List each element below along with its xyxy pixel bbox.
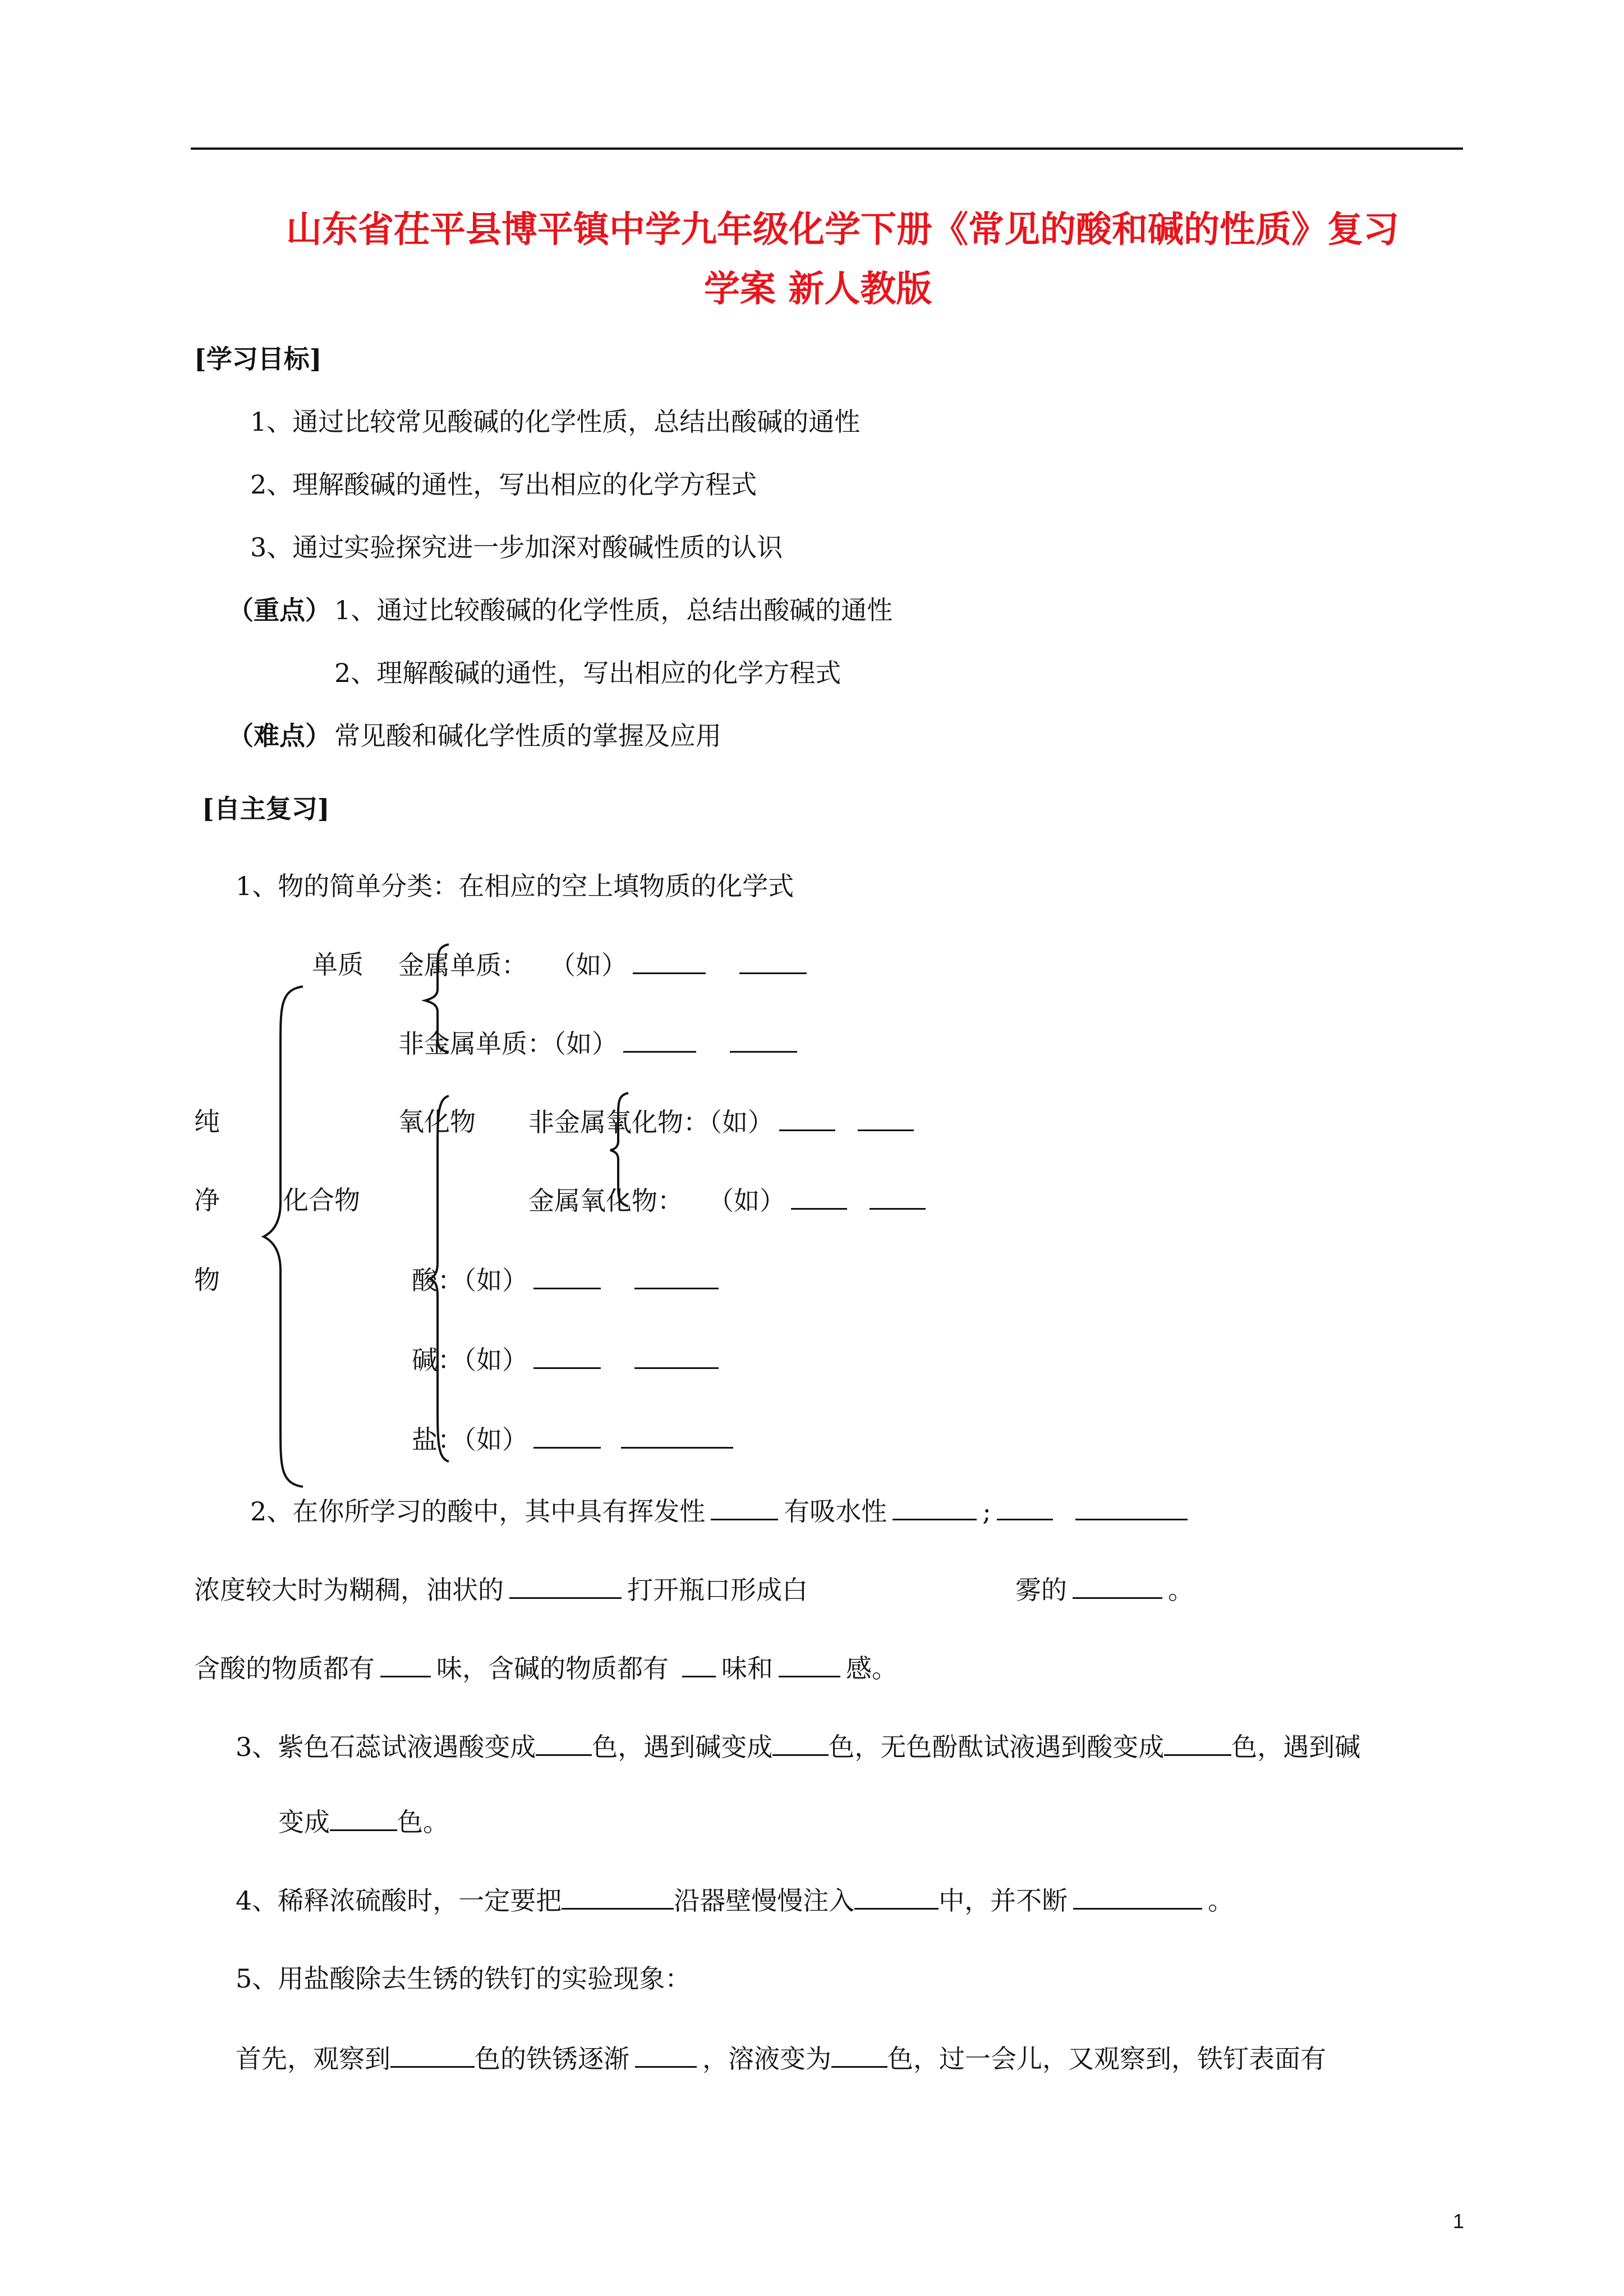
answer-blank[interactable] bbox=[772, 1730, 829, 1756]
header-rule bbox=[191, 147, 1463, 150]
question-1: 1、物的简单分类：在相应的空上填物质的化学式 bbox=[236, 871, 794, 901]
question-3-line2 bbox=[278, 1805, 449, 1839]
tree-metal-oxide-label: 金属氧化物： bbox=[528, 1186, 683, 1216]
brace-compound bbox=[426, 1094, 454, 1464]
answer-blank[interactable] bbox=[330, 1805, 397, 1831]
answer-blank[interactable] bbox=[533, 1343, 601, 1369]
brace-simple bbox=[421, 942, 454, 1054]
tree-root-char: 纯 bbox=[194, 1106, 220, 1137]
answer-blank[interactable] bbox=[509, 1573, 622, 1599]
question-2-line3 bbox=[194, 1651, 898, 1685]
answer-blank[interactable] bbox=[1075, 1494, 1188, 1520]
tree-simple: 单质 bbox=[312, 949, 364, 980]
page-number: 1 bbox=[1453, 2210, 1465, 2233]
answer-blank[interactable] bbox=[635, 2041, 697, 2068]
q5-text: 色的铁锈逐渐 bbox=[475, 2044, 629, 2074]
key-item: 2、理解酸碱的通性，写出相应的化学方程式 bbox=[334, 658, 841, 688]
q2-text: 有吸水性 bbox=[784, 1496, 887, 1527]
goals-heading: [学习目标] bbox=[194, 344, 322, 374]
answer-blank[interactable] bbox=[533, 1263, 601, 1289]
tree-metal-simple-label: 金属单质： bbox=[398, 950, 527, 980]
answer-blank[interactable] bbox=[779, 1651, 840, 1677]
tree-metal-oxide bbox=[528, 1183, 931, 1218]
eg-label: （如） bbox=[463, 1265, 528, 1295]
q3-text: 变成 bbox=[278, 1807, 330, 1837]
answer-blank[interactable] bbox=[623, 1026, 696, 1053]
q2-text: ; bbox=[982, 1496, 991, 1527]
eg-label: （如） bbox=[550, 950, 627, 980]
question-2-line1 bbox=[250, 1494, 1193, 1528]
answer-blank[interactable] bbox=[380, 1651, 431, 1677]
q2-text: 。 bbox=[1168, 1575, 1194, 1605]
q5-text: 色，过一会儿，又观察到，铁钉表面有 bbox=[887, 2044, 1326, 2074]
answer-blank[interactable] bbox=[682, 1651, 716, 1677]
answer-blank[interactable] bbox=[854, 1883, 938, 1910]
answer-blank[interactable] bbox=[1073, 1573, 1162, 1599]
question-3-line1 bbox=[236, 1730, 1360, 1764]
answer-blank[interactable] bbox=[831, 2041, 887, 2068]
goal-item: 1、通过比较常见酸碱的化学性质，总结出酸碱的通性 bbox=[250, 407, 861, 437]
q4-text: 。 bbox=[1208, 1885, 1234, 1916]
question-5-line bbox=[236, 2041, 1326, 2076]
tree-compound: 化合物 bbox=[283, 1185, 360, 1215]
tree-oxide: 氧化物 bbox=[398, 1106, 476, 1137]
answer-blank[interactable] bbox=[533, 1422, 601, 1449]
tree-salt-label: 盐： bbox=[412, 1424, 463, 1455]
tree-root-char: 物 bbox=[194, 1265, 220, 1295]
q3-text: 色，无色酚酞试液遇到酸变成 bbox=[829, 1732, 1165, 1762]
answer-blank[interactable] bbox=[633, 948, 706, 974]
q2-text: 感。 bbox=[846, 1653, 898, 1684]
q4-text: 中，并不断 bbox=[938, 1885, 1068, 1916]
tree-nonmetal-oxide bbox=[528, 1105, 919, 1139]
q4-text: 沿器壁慢慢注入 bbox=[674, 1885, 855, 1916]
difficult-text: 常见酸和碱化学性质的掌握及应用 bbox=[334, 721, 721, 751]
tree-nonmetal-oxide-label: 非金属氧化物： bbox=[528, 1107, 709, 1137]
q3-text: 色。 bbox=[397, 1807, 449, 1837]
eg-label: （如） bbox=[463, 1345, 528, 1375]
answer-blank[interactable] bbox=[634, 1343, 719, 1369]
key-item: 1、通过比较酸碱的化学性质，总结出酸碱的通性 bbox=[334, 595, 893, 625]
q2-text: 2、在你所学习的酸中，其中具有挥发性 bbox=[250, 1496, 706, 1527]
question-2-line2 bbox=[194, 1573, 1194, 1607]
goal-item: 3、通过实验探究进一步加深对酸碱性质的认识 bbox=[250, 532, 783, 563]
answer-blank[interactable] bbox=[1164, 1730, 1231, 1756]
q2-text: 打开瓶口形成白 bbox=[627, 1575, 808, 1605]
q2-text: 雾的 bbox=[1015, 1575, 1067, 1605]
q4-text: 4、稀释浓硫酸时，一定要把 bbox=[236, 1885, 562, 1916]
answer-blank[interactable] bbox=[730, 1026, 797, 1053]
document-title-line2: 学案 新人教版 bbox=[704, 268, 932, 310]
answer-blank[interactable] bbox=[791, 1183, 847, 1210]
goal-item: 2、理解酸碱的通性，写出相应的化学方程式 bbox=[250, 469, 757, 500]
tree-salt bbox=[412, 1422, 739, 1456]
question-5: 5、用盐酸除去生锈的铁钉的实验现象： bbox=[236, 1963, 691, 1994]
tree-root-char: 净 bbox=[194, 1185, 220, 1215]
answer-blank[interactable] bbox=[390, 2041, 475, 2068]
question-4 bbox=[236, 1883, 1234, 1917]
brace-large bbox=[258, 984, 309, 1489]
brace-oxide bbox=[606, 1091, 634, 1209]
q3-text: 色，遇到碱 bbox=[1231, 1732, 1361, 1762]
q2-text: 味和 bbox=[721, 1653, 773, 1684]
answer-blank[interactable] bbox=[634, 1263, 719, 1289]
answer-blank[interactable] bbox=[892, 1494, 977, 1520]
answer-blank[interactable] bbox=[779, 1105, 835, 1131]
q2-text: 含酸的物质都有 bbox=[194, 1653, 375, 1684]
tree-base bbox=[412, 1343, 724, 1377]
answer-blank[interactable] bbox=[869, 1183, 926, 1210]
answer-blank[interactable] bbox=[858, 1105, 914, 1131]
q5-text: ，溶液变为 bbox=[702, 2044, 831, 2074]
eg-label: （如） bbox=[709, 1107, 774, 1137]
answer-blank[interactable] bbox=[536, 1730, 592, 1756]
key-label: （重点） bbox=[228, 595, 331, 625]
answer-blank[interactable] bbox=[621, 1422, 733, 1449]
document-title-line1: 山东省茌平县博平镇中学九年级化学下册《常见的酸和碱的性质》复习 bbox=[286, 209, 1399, 251]
eg-label: （如） bbox=[708, 1186, 785, 1216]
eg-label: （如） bbox=[463, 1424, 528, 1455]
answer-blank[interactable] bbox=[739, 948, 807, 974]
review-heading: [自主复习] bbox=[202, 794, 330, 824]
answer-blank[interactable] bbox=[711, 1494, 778, 1520]
q3-text: 3、紫色石蕊试液遇酸变成 bbox=[236, 1732, 536, 1762]
tree-metal-simple bbox=[398, 948, 812, 982]
tree-acid bbox=[412, 1263, 724, 1297]
tree-base-label: 碱： bbox=[412, 1345, 463, 1375]
answer-blank[interactable] bbox=[997, 1494, 1053, 1520]
eg-label: （如） bbox=[553, 1029, 618, 1059]
q2-text: 味，含碱的物质都有 bbox=[436, 1653, 669, 1684]
q2-text: 浓度较大时为糊稠，油状的 bbox=[194, 1575, 504, 1605]
q5-text: 首先，观察到 bbox=[236, 2044, 390, 2074]
tree-acid-label: 酸： bbox=[412, 1265, 463, 1295]
q3-text: 色，遇到碱变成 bbox=[592, 1732, 773, 1762]
tree-nonmetal-simple bbox=[398, 1026, 803, 1061]
difficult-label: （难点） bbox=[228, 721, 331, 751]
answer-blank[interactable] bbox=[1073, 1883, 1202, 1910]
tree-nonmetal-simple-label: 非金属单质： bbox=[398, 1029, 553, 1059]
answer-blank[interactable] bbox=[562, 1883, 674, 1910]
